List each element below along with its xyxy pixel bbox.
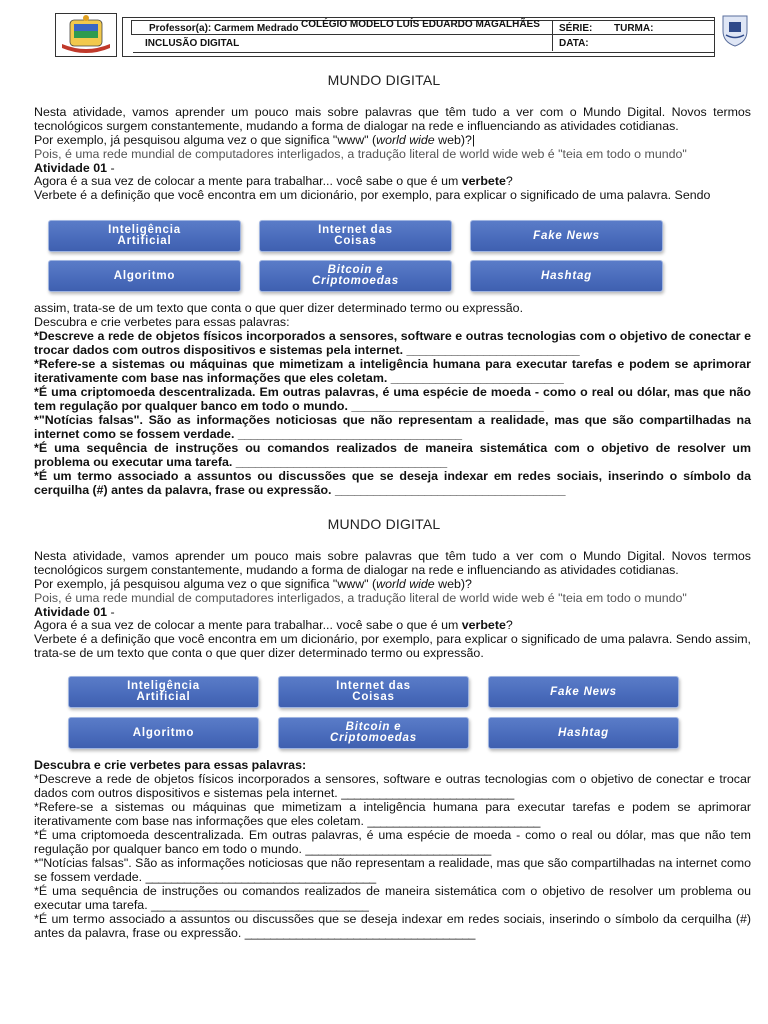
term-inteligencia-artificial: Inteligência Artificial <box>68 676 259 708</box>
list-item: *Descreve a rede de objetos físicos incorporados a sensores, software e outras tecnologias com o objetivo de conectar e trocar dados com outros dispositivos e sistemas pela internet. ___________________________ <box>34 329 751 357</box>
section2-www-answer: Pois, é uma rede mundial de computadores interligados, a tradução literal de world wide web é "teia em todo o mundo" <box>34 591 687 605</box>
list-item: *"Notícias falsas". São as informações noticiosas que não representam a realidade, mas que são compartilhadas na internet como se fossem verdade. ____________________________________ <box>34 856 751 884</box>
list-item: *"Notícias falsas". São as informações noticiosas que não representam a realidade, mas que são compartilhadas na internet como se fossem verdade. ___________________________________ <box>34 413 751 441</box>
term-algoritmo: Algoritmo <box>48 260 241 292</box>
list-item: *É uma criptomoeda descentralizada. Em outras palavras, é uma espécie de moeda - como o real ou dólar, mas que não tem regulação por qualquer banco em todo o mundo. _____________________________ <box>34 828 751 856</box>
section1-www-question: Por exemplo, já pesquisou alguma vez o que significa "www" (world wide web)?| <box>34 133 476 147</box>
teacher-name: Professor(a): Carmem Medrado <box>149 23 299 34</box>
data-label: DATA: <box>559 38 589 49</box>
school-name: COLÉGIO MODELO LUÍS EDUARDO MAGALHÃES <box>301 19 540 30</box>
term-internet-das-coisas: Internet das Coisas <box>278 676 469 708</box>
list-item: *É uma sequência de instruções ou comandos realizados de maneira sistemática com o objetivo de resolver um problema ou executar uma tarefa. _________________________________ <box>34 441 751 469</box>
term-bitcoin: Bitcoin e Criptomoedas <box>259 260 452 292</box>
list-item: *É um termo associado a assuntos ou discussões que se deseja indexar em redes sociais, inserindo o símbolo da cerquilha (#) antes da palavra, frase ou expressão. ____________________________________ <box>34 912 751 940</box>
list-item: *Refere-se a sistemas ou máquinas que mimetizam a inteligência humana para executar tarefas e podem se aprimorar iterativamente com base nas informações que eles coletam. ___________________________ <box>34 357 751 385</box>
term-bitcoin: Bitcoin e Criptomoedas <box>278 717 469 749</box>
section1-intro: Nesta atividade, vamos aprender um pouco mais sobre palavras que têm tudo a ver com o Mundo Digital. Novos termos tecnológicos surgem constantemente, mudando a forma de dialogar na rede e influenciando as atividades cotidianas. <box>34 105 751 133</box>
list-item: *Refere-se a sistemas ou máquinas que mimetizam a inteligência humana para executar tarefas e podem se aprimorar iterativamente com base nas informações que eles coletam. ___________________________ <box>34 800 751 828</box>
list-item: *É uma criptomoeda descentralizada. Em outras palavras, é uma espécie de moeda - como o real ou dólar, mas que não tem regulação por qualquer banco em todo o mundo. ______________________________ <box>34 385 751 413</box>
section1-www-answer: Pois, é uma rede mundial de computadores interligados, a tradução literal de world wide web é "teia em todo o mundo" <box>34 147 687 161</box>
section1-instruction: Descubra e crie verbetes para essas palavras: <box>34 315 290 329</box>
term-fake-news: Fake News <box>488 676 679 708</box>
section1-items <box>34 329 751 497</box>
section1-verbete-definition: Verbete é a definição que você encontra em um dicionário, por exemplo, para explicar o significado de uma palavra. Sendo <box>34 188 711 202</box>
serie-label: SÉRIE: <box>559 23 593 34</box>
term-hashtag: Hashtag <box>488 717 679 749</box>
section2-www-question: Por exemplo, já pesquisou alguma vez o que significa "www" (world wide web)? <box>34 577 472 591</box>
turma-label: TURMA: <box>614 23 654 34</box>
list-item: *É uma sequência de instruções ou comandos realizados de maneira sistemática com o objetivo de resolver um problema ou executar uma tarefa. __________________________________ <box>34 884 751 912</box>
section1-prompt: Agora é a sua vez de colocar a mente para trabalhar... você sabe o que é um verbete? <box>34 174 513 188</box>
city-logo <box>55 13 117 57</box>
section1-activity-heading: Atividade 01 - <box>34 161 115 175</box>
section2-title: MUNDO DIGITAL <box>327 516 441 532</box>
school-crest <box>720 13 750 47</box>
section2-activity-heading: Atividade 01 - <box>34 605 115 619</box>
section2-verbete-definition: Verbete é a definição que você encontra em um dicionário, por exemplo, para explicar o significado de uma palavra. Sendo assim, trata-se de um texto que conta o que quer dizer determinado termo ou expressão. <box>34 632 751 660</box>
section2-instruction: Descubra e crie verbetes para essas palavras: <box>34 758 307 772</box>
section2-items <box>34 772 751 940</box>
term-internet-das-coisas: Internet das Coisas <box>259 220 452 252</box>
term-inteligencia-artificial: Inteligência Artificial <box>48 220 241 252</box>
section2-prompt: Agora é a sua vez de colocar a mente para trabalhar... você sabe o que é um verbete? <box>34 618 513 632</box>
term-fake-news: Fake News <box>470 220 663 252</box>
list-item: *É um termo associado a assuntos ou discussões que se deseja indexar em redes sociais, inserindo o símbolo da cerquilha (#) antes da palavra, frase ou expressão. ____________________________________ <box>34 469 751 497</box>
term-algoritmo: Algoritmo <box>68 717 259 749</box>
subject-name: INCLUSÃO DIGITAL <box>145 38 240 49</box>
header-table <box>122 17 715 57</box>
section2-intro: Nesta atividade, vamos aprender um pouco mais sobre palavras que têm tudo a ver com o Mundo Digital. Novos termos tecnológicos surgem constantemente, mudando a forma de dialogar na rede e influenciando as atividades cotidianas. <box>34 549 751 577</box>
list-item: *Descreve a rede de objetos físicos incorporados a sensores, software e outras tecnologias com o objetivo de conectar e trocar dados com outros dispositivos e sistemas pela internet. ___________________________ <box>34 772 751 800</box>
section1-verbete-continuation: assim, trata-se de um texto que conta o que quer dizer determinado termo ou expressão. <box>34 301 524 315</box>
term-hashtag: Hashtag <box>470 260 663 292</box>
section1-title: MUNDO DIGITAL <box>327 72 441 88</box>
